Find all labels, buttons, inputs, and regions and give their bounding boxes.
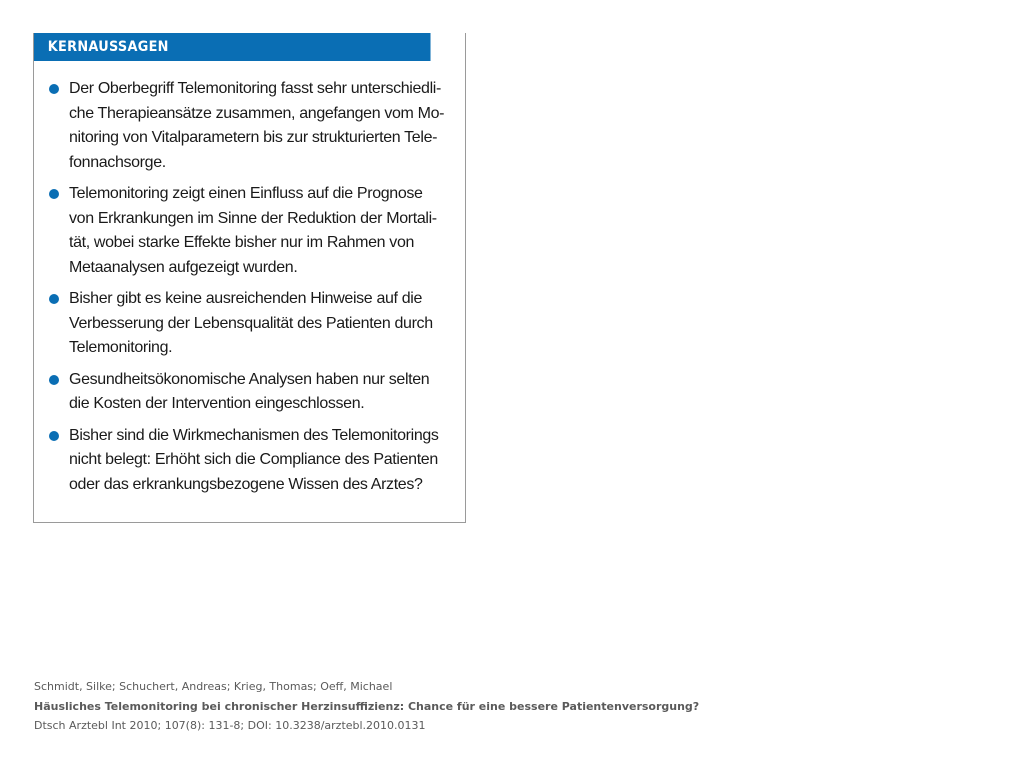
bullet-icon — [49, 189, 59, 199]
citation-source: Dtsch Arztebl Int 2010; 107(8): 131-8; DOI: 10.3238/arztebl.2010.0131 — [34, 719, 426, 732]
key-message-item-3 — [34, 287, 465, 361]
bullet-icon — [49, 84, 59, 94]
key-message-line: fonnachsorge. — [69, 153, 166, 171]
key-message-line: nitoring von Vitalparametern bis zur strukturierten Tele- — [69, 129, 438, 146]
key-message-line: von Erkrankungen im Sinne der Reduktion der Mortali- — [69, 209, 437, 227]
bullet-icon — [49, 431, 59, 441]
key-message-line: che Therapieansätze zusammen, angefangen vom Mo- — [69, 104, 445, 122]
citation — [34, 677, 699, 736]
key-messages-heading: KERNAUSSAGEN — [34, 33, 431, 61]
key-message-line: Verbesserung der Lebensqualität des Patienten durch — [69, 314, 433, 332]
key-message-line: Telemonitoring zeigt einen Einfluss auf die Prognose — [69, 185, 423, 202]
citation-authors: Schmidt, Silke; Schuchert, Andreas; Krieg, Thomas; Oeff, Michael — [34, 680, 393, 693]
key-message-line: die Kosten der Intervention eingeschlossen. — [69, 395, 365, 412]
key-message-line: Bisher gibt es keine ausreichenden Hinweise auf die — [69, 290, 423, 307]
key-message-item-4 — [34, 368, 465, 417]
key-message-line: Gesundheitsökonomische Analysen haben nur selten — [69, 370, 430, 388]
key-message-line: Der Oberbegriff Telemonitoring fasst sehr unterschiedli- — [69, 80, 441, 97]
key-message-line: nicht belegt: Erhöht sich die Compliance des Patienten — [69, 451, 438, 468]
key-message-item-5 — [34, 424, 465, 498]
citation-title: Häusliches Telemonitoring bei chronischer Herzinsuffizienz: Chance für eine bessere Patientenversorgung? — [34, 699, 700, 713]
key-message-item-1 — [34, 77, 465, 175]
key-message-line: tät, wobei starke Effekte bisher nur im Rahmen von — [69, 234, 415, 251]
key-message-line: Metaanalysen aufgezeigt wurden. — [69, 258, 298, 276]
key-messages-box — [33, 33, 466, 523]
key-message-line: oder das erkrankungsbezogene Wissen des Arztes? — [69, 475, 423, 493]
key-message-item-2 — [34, 182, 465, 280]
key-message-line: Bisher sind die Wirkmechanismen des Telemonitorings — [69, 426, 439, 444]
key-message-line: Telemonitoring. — [69, 339, 173, 356]
bullet-icon — [49, 294, 59, 304]
key-messages-list — [34, 77, 465, 504]
bullet-icon — [49, 375, 59, 385]
